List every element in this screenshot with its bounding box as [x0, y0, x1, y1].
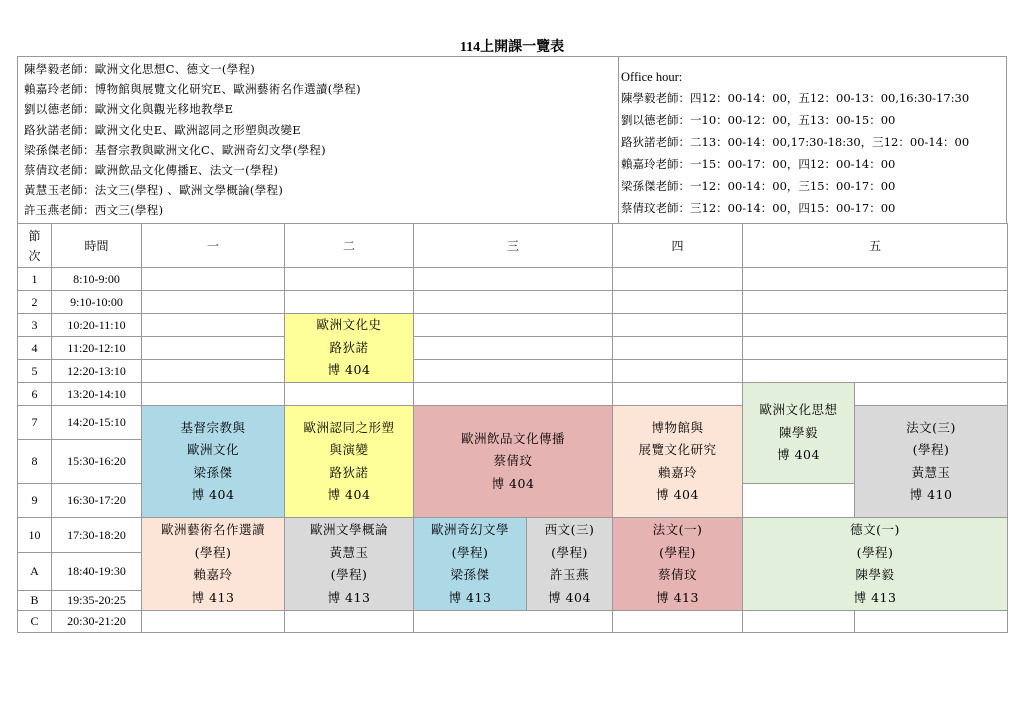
- period-time: 14:20-15:10: [52, 406, 142, 440]
- period-time: 11:20-12:10: [52, 337, 142, 360]
- course-program: (學程): [194, 544, 232, 560]
- period-time: 8:10-9:00: [52, 268, 142, 291]
- empty-cell: [855, 611, 1008, 633]
- course-room: 博 404: [656, 487, 699, 502]
- day-header-thu: 四: [613, 224, 743, 268]
- period-time: 16:30-17:20: [52, 484, 142, 518]
- period-number: 3: [18, 314, 52, 337]
- office-hours-line: 路狄諾老師：二13：00-14：00,17:30-18:30，三12：00-14：00: [621, 135, 970, 149]
- empty-cell: [285, 611, 414, 633]
- empty-cell: [613, 291, 743, 314]
- empty-cell: [142, 268, 285, 291]
- course-title: 德文(一): [850, 522, 900, 537]
- course-title: 法文(三): [906, 419, 956, 435]
- office-hours-line: 陳學毅老師：四12：00-14：00，五12：00-13：00,16:30-17:30: [621, 91, 970, 105]
- empty-cell: [743, 611, 855, 633]
- period-number: 9: [18, 484, 52, 518]
- period-time: 15:30-16:20: [52, 440, 142, 484]
- period-time: 10:20-11:10: [52, 314, 142, 337]
- course-title: 歐洲文化史: [316, 317, 382, 333]
- course-title: 歐洲認同之形塑: [303, 419, 395, 435]
- office-hours-line: 梁孫傑老師：一12：00-14：00，三15：00-17：00: [621, 179, 896, 193]
- period-time: 12:20-13:10: [52, 360, 142, 383]
- course-room: 博 404: [777, 447, 820, 463]
- empty-cell: [743, 268, 1008, 291]
- empty-cell: [743, 484, 855, 518]
- course-teacher: 蔡倩玟: [493, 453, 533, 469]
- course-teacher: 黃慧玉: [329, 544, 369, 560]
- period-number: B: [18, 591, 52, 611]
- empty-cell: [285, 291, 414, 314]
- course-art-masterpieces: [142, 518, 285, 611]
- period-number: 1: [18, 268, 52, 291]
- empty-cell: [613, 337, 743, 360]
- empty-cell: [743, 360, 1008, 383]
- time-header: 時間: [52, 224, 142, 268]
- empty-cell: [855, 383, 1008, 406]
- course-teacher: 賴嘉玲: [658, 464, 698, 480]
- course-european-identity: [285, 406, 414, 518]
- schedule-table: [17, 223, 1008, 633]
- empty-cell: [414, 314, 613, 337]
- course-title: 歐洲文化: [186, 442, 239, 457]
- course-teacher: 陳學毅: [855, 567, 895, 582]
- course-title: 博物館與: [651, 419, 704, 435]
- course-room: 博 413: [448, 589, 492, 605]
- empty-cell: [743, 337, 1008, 360]
- period-number: 5: [18, 360, 52, 383]
- empty-cell: [414, 383, 613, 406]
- course-title: 西文(三): [544, 522, 595, 537]
- teacher-course-list: [24, 59, 361, 221]
- course-title: 歐洲奇幻文學: [430, 522, 509, 537]
- office-hours-line: 賴嘉玲老師：一15：00-17：00，四12：00-14：00: [621, 157, 896, 171]
- course-title: 法文(一): [652, 522, 703, 537]
- course-european-history: [285, 314, 414, 383]
- period-time: 18:40-19:30: [52, 553, 142, 591]
- course-room: 博 413: [656, 589, 699, 605]
- office-hours: [618, 57, 1007, 223]
- empty-cell: [142, 314, 285, 337]
- teacher-line: 黃慧玉老師：法文三(學程) 、歐洲文學概論(學程): [24, 183, 284, 198]
- empty-cell: [142, 337, 285, 360]
- course-program: (學程): [451, 544, 489, 560]
- course-christianity: [142, 406, 285, 518]
- day-header-fri: 五: [743, 224, 1008, 268]
- course-title: 基督宗教與: [180, 419, 246, 435]
- day-header-wed: 三: [414, 224, 613, 268]
- empty-cell: [613, 314, 743, 337]
- course-teacher: 梁孫傑: [193, 464, 233, 480]
- course-title: 歐洲飲品文化傳播: [461, 430, 566, 446]
- course-european-fantasy: [414, 518, 527, 611]
- course-room: 博 413: [853, 589, 897, 605]
- period-time: 9:10-10:00: [52, 291, 142, 314]
- course-european-literature: [285, 518, 414, 611]
- course-room: 博 413: [327, 589, 371, 605]
- empty-cell: [414, 337, 613, 360]
- course-teacher: 許玉燕: [550, 567, 590, 582]
- period-number: 8: [18, 440, 52, 484]
- empty-cell: [613, 268, 743, 291]
- empty-cell: [613, 611, 743, 633]
- empty-cell: [743, 291, 1008, 314]
- course-teacher: 路狄諾: [329, 464, 369, 480]
- period-time: 17:30-18:20: [52, 518, 142, 553]
- empty-cell: [285, 268, 414, 291]
- course-teacher: 賴嘉玲: [193, 567, 233, 582]
- empty-cell: [285, 383, 414, 406]
- empty-cell: [613, 383, 743, 406]
- period-time: 20:30-21:20: [52, 611, 142, 633]
- course-title: 與演變: [329, 442, 369, 457]
- empty-cell: [142, 360, 285, 383]
- course-room: 博 404: [491, 475, 535, 491]
- course-room: 博 404: [327, 487, 371, 502]
- course-room: 博 404: [548, 589, 591, 605]
- course-european-drinks: [414, 406, 613, 518]
- day-header-mon: 一: [142, 224, 285, 268]
- period-header-line: 次: [28, 248, 41, 263]
- period-number: A: [18, 553, 52, 591]
- course-program: (學程): [659, 544, 696, 560]
- empty-cell: [414, 291, 613, 314]
- period-number: 10: [18, 518, 52, 553]
- course-teacher: 路狄諾: [329, 339, 369, 355]
- office-hours-line: 蔡倩玟老師：三12：00-14：00，四15：00-17：00: [621, 201, 896, 215]
- teacher-line: 蔡倩玟老師：歐洲飲品文化傳播E、法文一(學程): [24, 163, 279, 178]
- teacher-line: 陳學毅老師：歐洲文化思想C、德文一(學程): [24, 62, 256, 76]
- teacher-line: 路狄諾老師：歐洲文化史E、歐洲認同之形塑與改變E: [24, 122, 301, 137]
- info-header: [17, 56, 1007, 224]
- empty-cell: [414, 360, 613, 383]
- course-french-3: [855, 406, 1008, 518]
- course-program: (學程): [912, 442, 950, 457]
- teacher-line: 劉以德老師：歐洲文化與觀光移地教學E: [24, 102, 234, 117]
- course-teacher: 梁孫傑: [450, 567, 490, 582]
- empty-cell: [414, 268, 613, 291]
- period-time: 19:35-20:25: [52, 591, 142, 611]
- empty-cell: [142, 611, 285, 633]
- office-hours-line: 劉以德老師：一10：00-12：00，五13：00-15：00: [621, 113, 896, 127]
- course-program: (學程): [856, 544, 894, 560]
- period-number: 4: [18, 337, 52, 360]
- course-room: 博 410: [909, 487, 953, 502]
- period-header: [18, 224, 52, 268]
- empty-cell: [142, 291, 285, 314]
- day-header-tue: 二: [285, 224, 414, 268]
- course-german-1: [743, 518, 1008, 611]
- empty-cell: [743, 314, 1008, 337]
- course-spanish-3: [527, 518, 613, 611]
- course-room: 博 413: [191, 589, 235, 605]
- period-time: 13:20-14:10: [52, 383, 142, 406]
- period-number: 2: [18, 291, 52, 314]
- empty-cell: [414, 611, 613, 633]
- course-teacher: 陳學毅: [779, 424, 819, 440]
- empty-cell: [613, 360, 743, 383]
- period-number: 7: [18, 406, 52, 440]
- period-number: 6: [18, 383, 52, 406]
- course-teacher: 黃慧玉: [911, 464, 951, 480]
- course-cultural-thought: [743, 383, 855, 484]
- teacher-line: 許玉燕老師：西文三(學程): [24, 203, 164, 218]
- period-number: C: [18, 611, 52, 633]
- teacher-line: 梁孫傑老師：基督宗教與歐洲文化C、歐洲奇幻文學(學程): [24, 142, 326, 157]
- course-teacher: 蔡倩玟: [658, 567, 698, 582]
- course-program: (學程): [551, 544, 588, 560]
- teacher-line: 賴嘉玲老師：博物館與展覽文化研究E、歐洲藝術名作選讀(學程): [24, 82, 361, 97]
- course-title: 歐洲文學概論: [309, 522, 388, 537]
- office-hours-title: Office hour:: [621, 70, 683, 84]
- course-title: 歐洲文化思想: [759, 402, 838, 418]
- course-museum-studies: [613, 406, 743, 518]
- course-room: 博 404: [191, 487, 235, 502]
- course-french-1: [613, 518, 743, 611]
- empty-cell: [142, 383, 285, 406]
- course-title: 展覽文化研究: [638, 442, 717, 457]
- course-title: 歐洲藝術名作選讀: [160, 522, 265, 537]
- period-header-line: 節: [28, 228, 41, 243]
- course-program: (學程): [330, 567, 368, 582]
- page-title: 114上開課一覽表: [459, 40, 565, 55]
- course-room: 博 404: [327, 362, 371, 378]
